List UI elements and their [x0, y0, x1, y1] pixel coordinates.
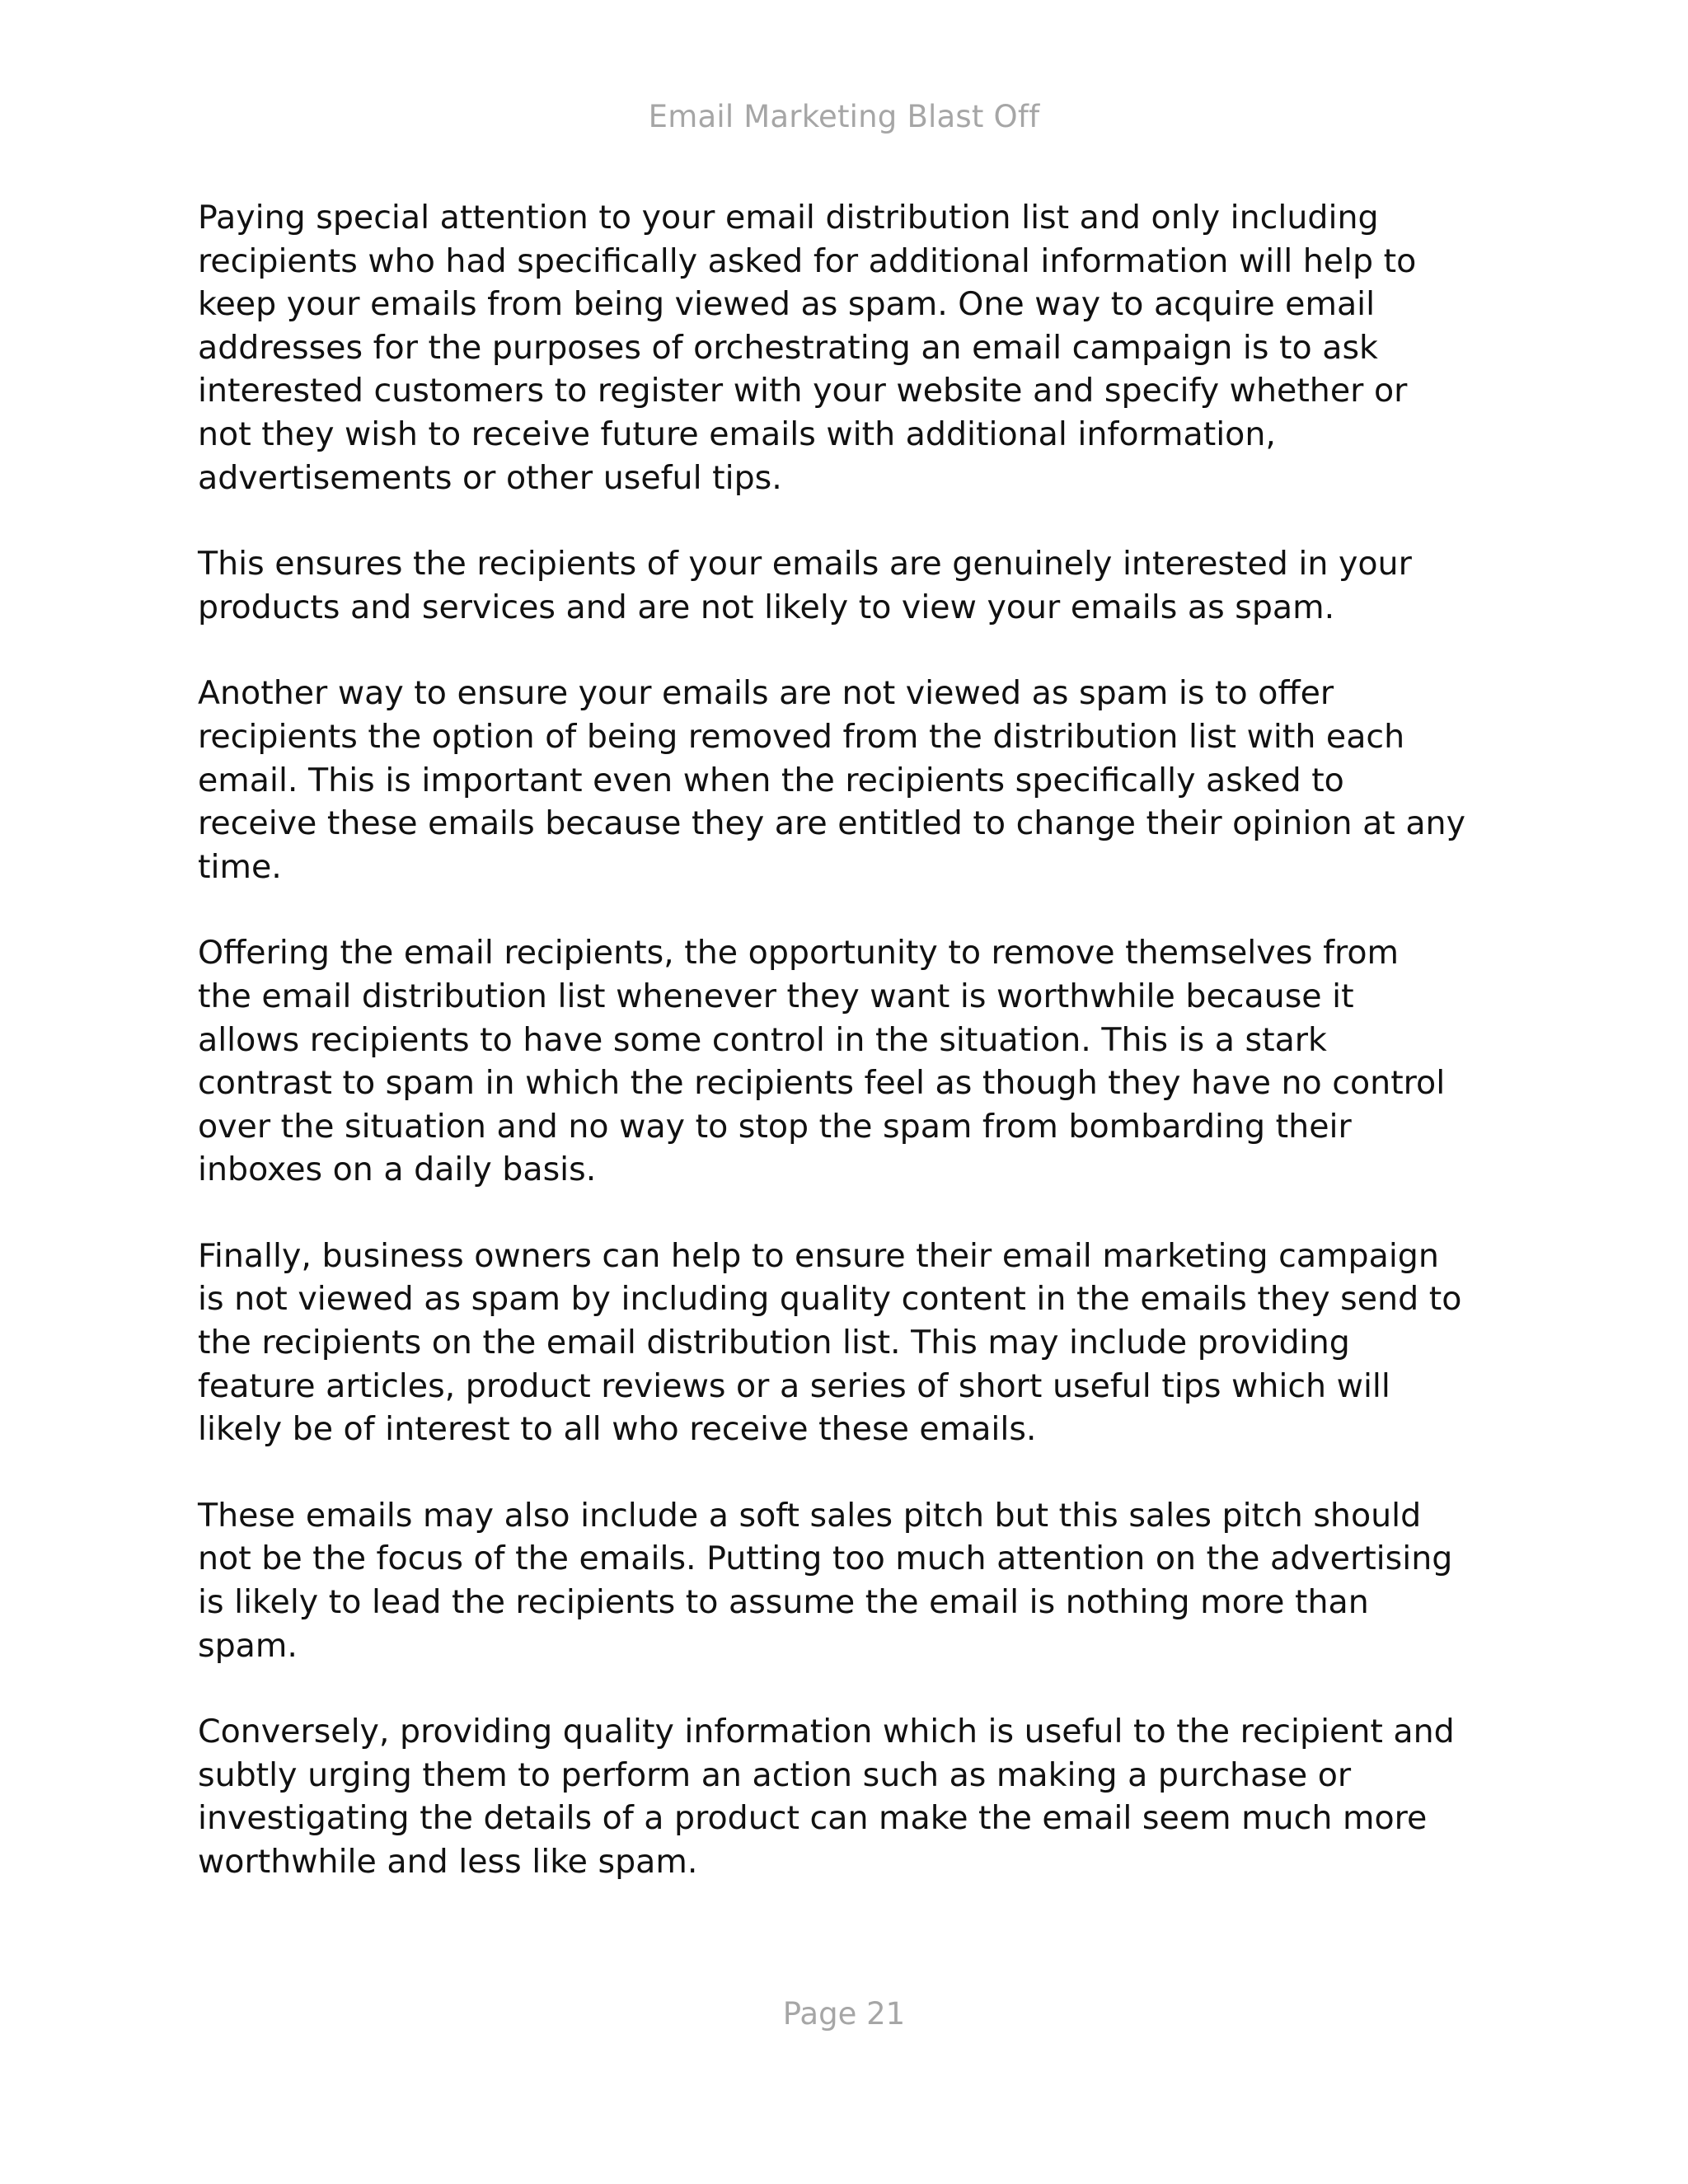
text-line: interested customers to register with your website and specify whether or	[198, 372, 1408, 410]
text-line: not be the focus of the emails. Putting too much attention on the advertising	[198, 1540, 1453, 1578]
page-number: Page 21	[782, 1996, 906, 2032]
text-line: contrast to spam in which the recipients feel as though they have no control	[198, 1064, 1446, 1103]
text-line: likely be of interest to all who receive these emails.	[198, 1410, 1037, 1449]
paragraph	[198, 542, 1517, 629]
text-line: products and services and are not likely to view your emails as spam.	[198, 588, 1335, 626]
paragraph	[198, 1710, 1517, 1883]
text-line: Offering the email recipients, the opportunity to remove themselves from	[198, 934, 1399, 972]
text-line: subtly urging them to perform an action such as making a purchase or	[198, 1755, 1352, 1794]
paragraph	[198, 931, 1517, 1192]
text-line: recipients who had specifically asked for additional information will help to	[198, 241, 1417, 280]
text-line: inboxes on a daily basis.	[198, 1151, 597, 1189]
text-line: receive these emails because they are entitled to change their opinion at any	[198, 804, 1465, 843]
text-line: advertisements or other useful tips.	[198, 458, 782, 497]
text-line: is likely to lead the recipients to assume the email is nothing more than	[198, 1583, 1369, 1622]
paragraph	[198, 1235, 1517, 1451]
text-line: email. This is important even when the recipients specifically asked to	[198, 761, 1344, 799]
text-line: not they wish to receive future emails with additional information,	[198, 415, 1276, 453]
text-line: This ensures the recipients of your emails are genuinely interested in your	[198, 545, 1412, 583]
text-line: time.	[198, 847, 282, 886]
text-line: allows recipients to have some control in the situation. This is a stark	[198, 1020, 1327, 1059]
running-header: Email Marketing Blast Off	[648, 99, 1040, 134]
text-line: the recipients on the email distribution list. This may include providing	[198, 1324, 1350, 1362]
text-line: keep your emails from being viewed as spam. One way to acquire email	[198, 285, 1376, 324]
text-line: Finally, business owners can help to ensure their email marketing campaign	[198, 1236, 1439, 1275]
text-line: Another way to ensure your emails are not viewed as spam is to offer	[198, 674, 1334, 713]
text-line: worthwhile and less like spam.	[198, 1843, 698, 1881]
text-line: spam.	[198, 1626, 298, 1665]
text-line: recipients the option of being removed from the distribution list with each	[198, 717, 1405, 756]
text-line: Conversely, providing quality information which is useful to the recipient and	[198, 1713, 1455, 1751]
body-text	[198, 196, 1517, 1927]
text-line: the email distribution list whenever they want is worthwhile because it	[198, 977, 1354, 1015]
paragraph	[198, 196, 1517, 499]
paragraph	[198, 672, 1517, 888]
text-line: addresses for the purposes of orchestrating an email campaign is to ask	[198, 328, 1378, 367]
text-line: feature articles, product reviews or a series of short useful tips which will	[198, 1366, 1390, 1405]
text-line: These emails may also include a soft sales pitch but this sales pitch should	[198, 1496, 1422, 1535]
text-line: over the situation and no way to stop the spam from bombarding their	[198, 1107, 1352, 1146]
text-line: investigating the details of a product can make the email seem much more	[198, 1799, 1428, 1838]
text-line: is not viewed as spam by including quality content in the emails they send to	[198, 1280, 1462, 1319]
text-line: Paying special attention to your email distribution list and only including	[198, 199, 1379, 237]
paragraph	[198, 1494, 1517, 1667]
